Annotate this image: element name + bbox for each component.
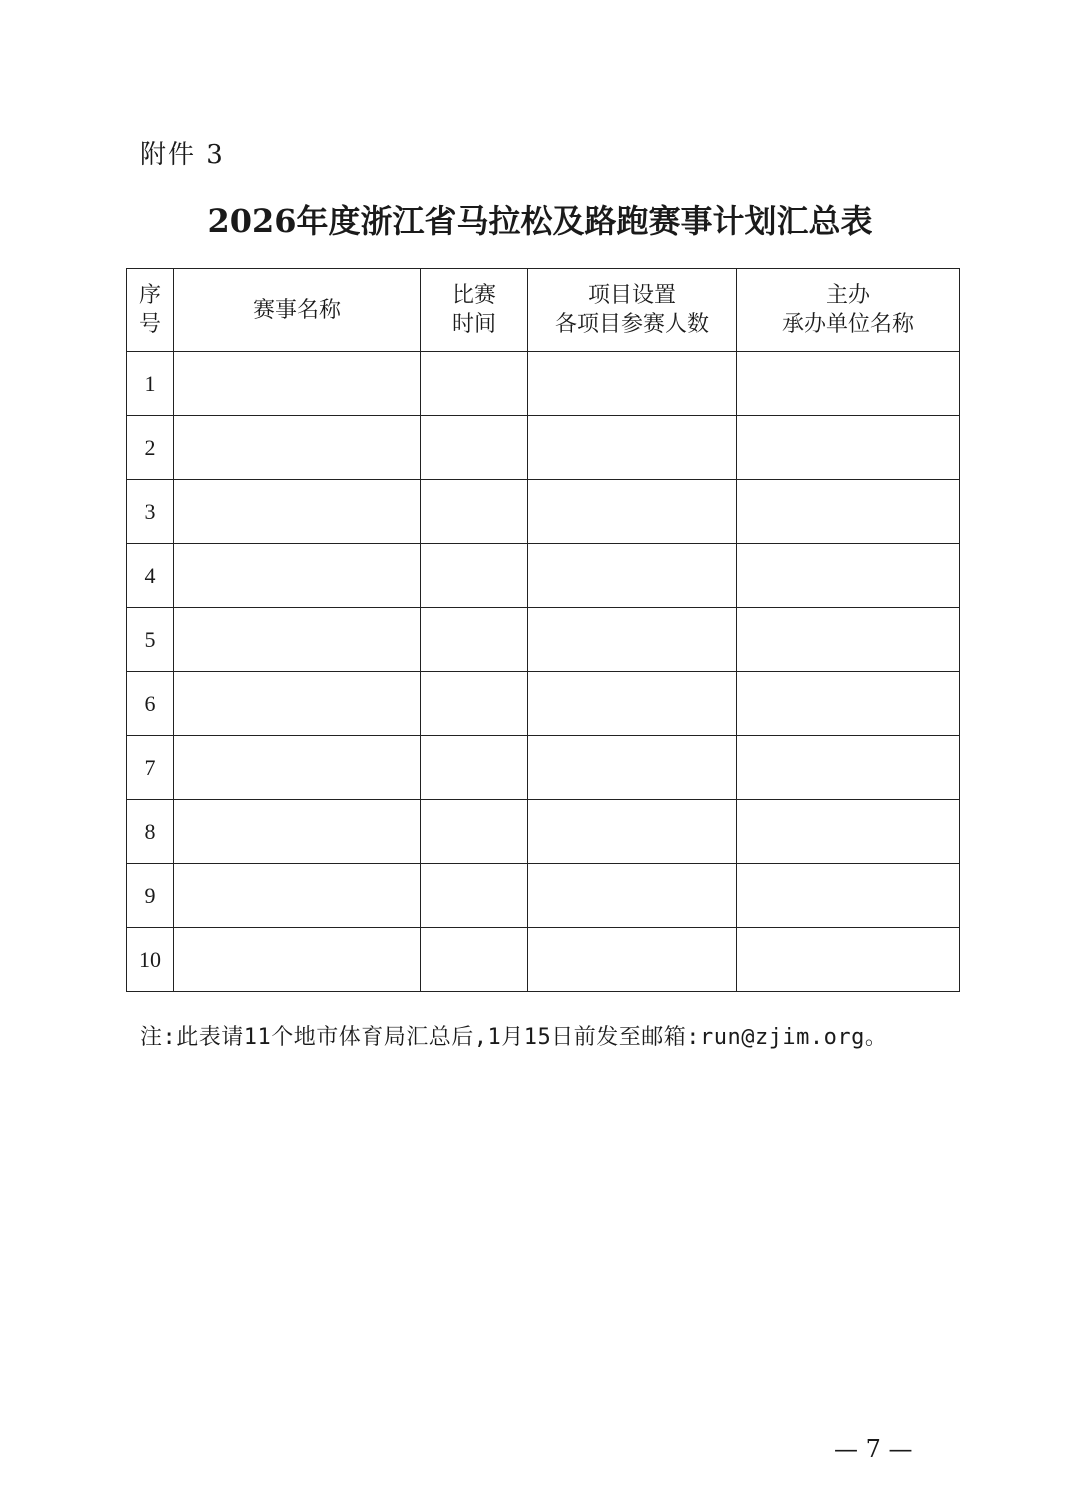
- event-time-cell: [421, 736, 528, 800]
- table-row: [127, 352, 960, 416]
- event-time-cell: [421, 928, 528, 992]
- event-name-cell: [174, 672, 421, 736]
- table-row: [127, 800, 960, 864]
- row-seq-cell: 1: [127, 352, 174, 416]
- row-seq-cell: 9: [127, 864, 174, 928]
- organizer-cell: [737, 544, 960, 608]
- event-time-cell: [421, 608, 528, 672]
- organizer-cell: [737, 608, 960, 672]
- items-cell: [528, 352, 737, 416]
- row-seq-cell: 8: [127, 800, 174, 864]
- table-row: [127, 672, 960, 736]
- event-time-cell: [421, 864, 528, 928]
- header-cell-line: 比赛: [451, 283, 496, 308]
- table-row: [127, 480, 960, 544]
- table-row: [127, 864, 960, 928]
- header-cell-line: 号: [138, 312, 161, 337]
- organizer-cell: [737, 800, 960, 864]
- organizer-cell: [737, 672, 960, 736]
- event-time-cell: [421, 416, 528, 480]
- items-cell: [528, 416, 737, 480]
- row-seq-cell: 7: [127, 736, 174, 800]
- table-row: [127, 928, 960, 992]
- event-name-cell: [174, 480, 421, 544]
- items-cell: [528, 544, 737, 608]
- organizer-cell: [737, 416, 960, 480]
- header-cell-line: 时间: [451, 312, 496, 337]
- event-name-cell: [174, 544, 421, 608]
- header-cell-items: [528, 269, 737, 352]
- table-row: [127, 736, 960, 800]
- items-cell: [528, 480, 737, 544]
- table-header-row: [127, 269, 960, 352]
- event-name-cell: [174, 352, 421, 416]
- event-name-cell: [174, 928, 421, 992]
- attachment-label: 附件 3: [140, 140, 225, 170]
- event-time-cell: [421, 480, 528, 544]
- items-cell: [528, 736, 737, 800]
- row-seq-cell: 4: [127, 544, 174, 608]
- header-cell-line: 序: [138, 283, 161, 308]
- items-cell: [528, 608, 737, 672]
- header-cell-event-name: [174, 269, 421, 352]
- event-time-cell: [421, 800, 528, 864]
- header-cell-seq: [127, 269, 174, 352]
- table-row: [127, 608, 960, 672]
- table-footnote: 注:此表请11个地市体育局汇总后,1月15日前发至邮箱:run@zjim.org。: [140, 1025, 888, 1050]
- event-name-cell: [174, 800, 421, 864]
- event-time-cell: [421, 544, 528, 608]
- event-name-cell: [174, 608, 421, 672]
- plan-summary-table: [126, 268, 960, 992]
- document-title: 2026年度浙江省马拉松及路跑赛事计划汇总表: [207, 202, 873, 240]
- organizer-cell: [737, 864, 960, 928]
- organizer-cell: [737, 352, 960, 416]
- event-time-cell: [421, 352, 528, 416]
- table-row: [127, 544, 960, 608]
- header-cell-line: 项目设置: [587, 283, 676, 308]
- organizer-cell: [737, 736, 960, 800]
- row-seq-cell: 5: [127, 608, 174, 672]
- row-seq-cell: 3: [127, 480, 174, 544]
- row-seq-cell: 10: [127, 928, 174, 992]
- header-cell-line: 主办: [825, 283, 870, 308]
- page-number: — 7 —: [834, 1435, 913, 1463]
- organizer-cell: [737, 480, 960, 544]
- header-cell-line: 各项目参赛人数: [554, 312, 709, 337]
- header-cell-event-time: [421, 269, 528, 352]
- header-cell-organizer: [737, 269, 960, 352]
- items-cell: [528, 864, 737, 928]
- row-seq-cell: 2: [127, 416, 174, 480]
- event-name-cell: [174, 736, 421, 800]
- organizer-cell: [737, 928, 960, 992]
- items-cell: [528, 928, 737, 992]
- event-name-cell: [174, 416, 421, 480]
- header-cell-line: 承办单位名称: [781, 312, 914, 337]
- event-time-cell: [421, 672, 528, 736]
- items-cell: [528, 800, 737, 864]
- table-row: [127, 416, 960, 480]
- event-name-cell: [174, 864, 421, 928]
- header-cell-line: 赛事名称: [252, 297, 341, 323]
- row-seq-cell: 6: [127, 672, 174, 736]
- items-cell: [528, 672, 737, 736]
